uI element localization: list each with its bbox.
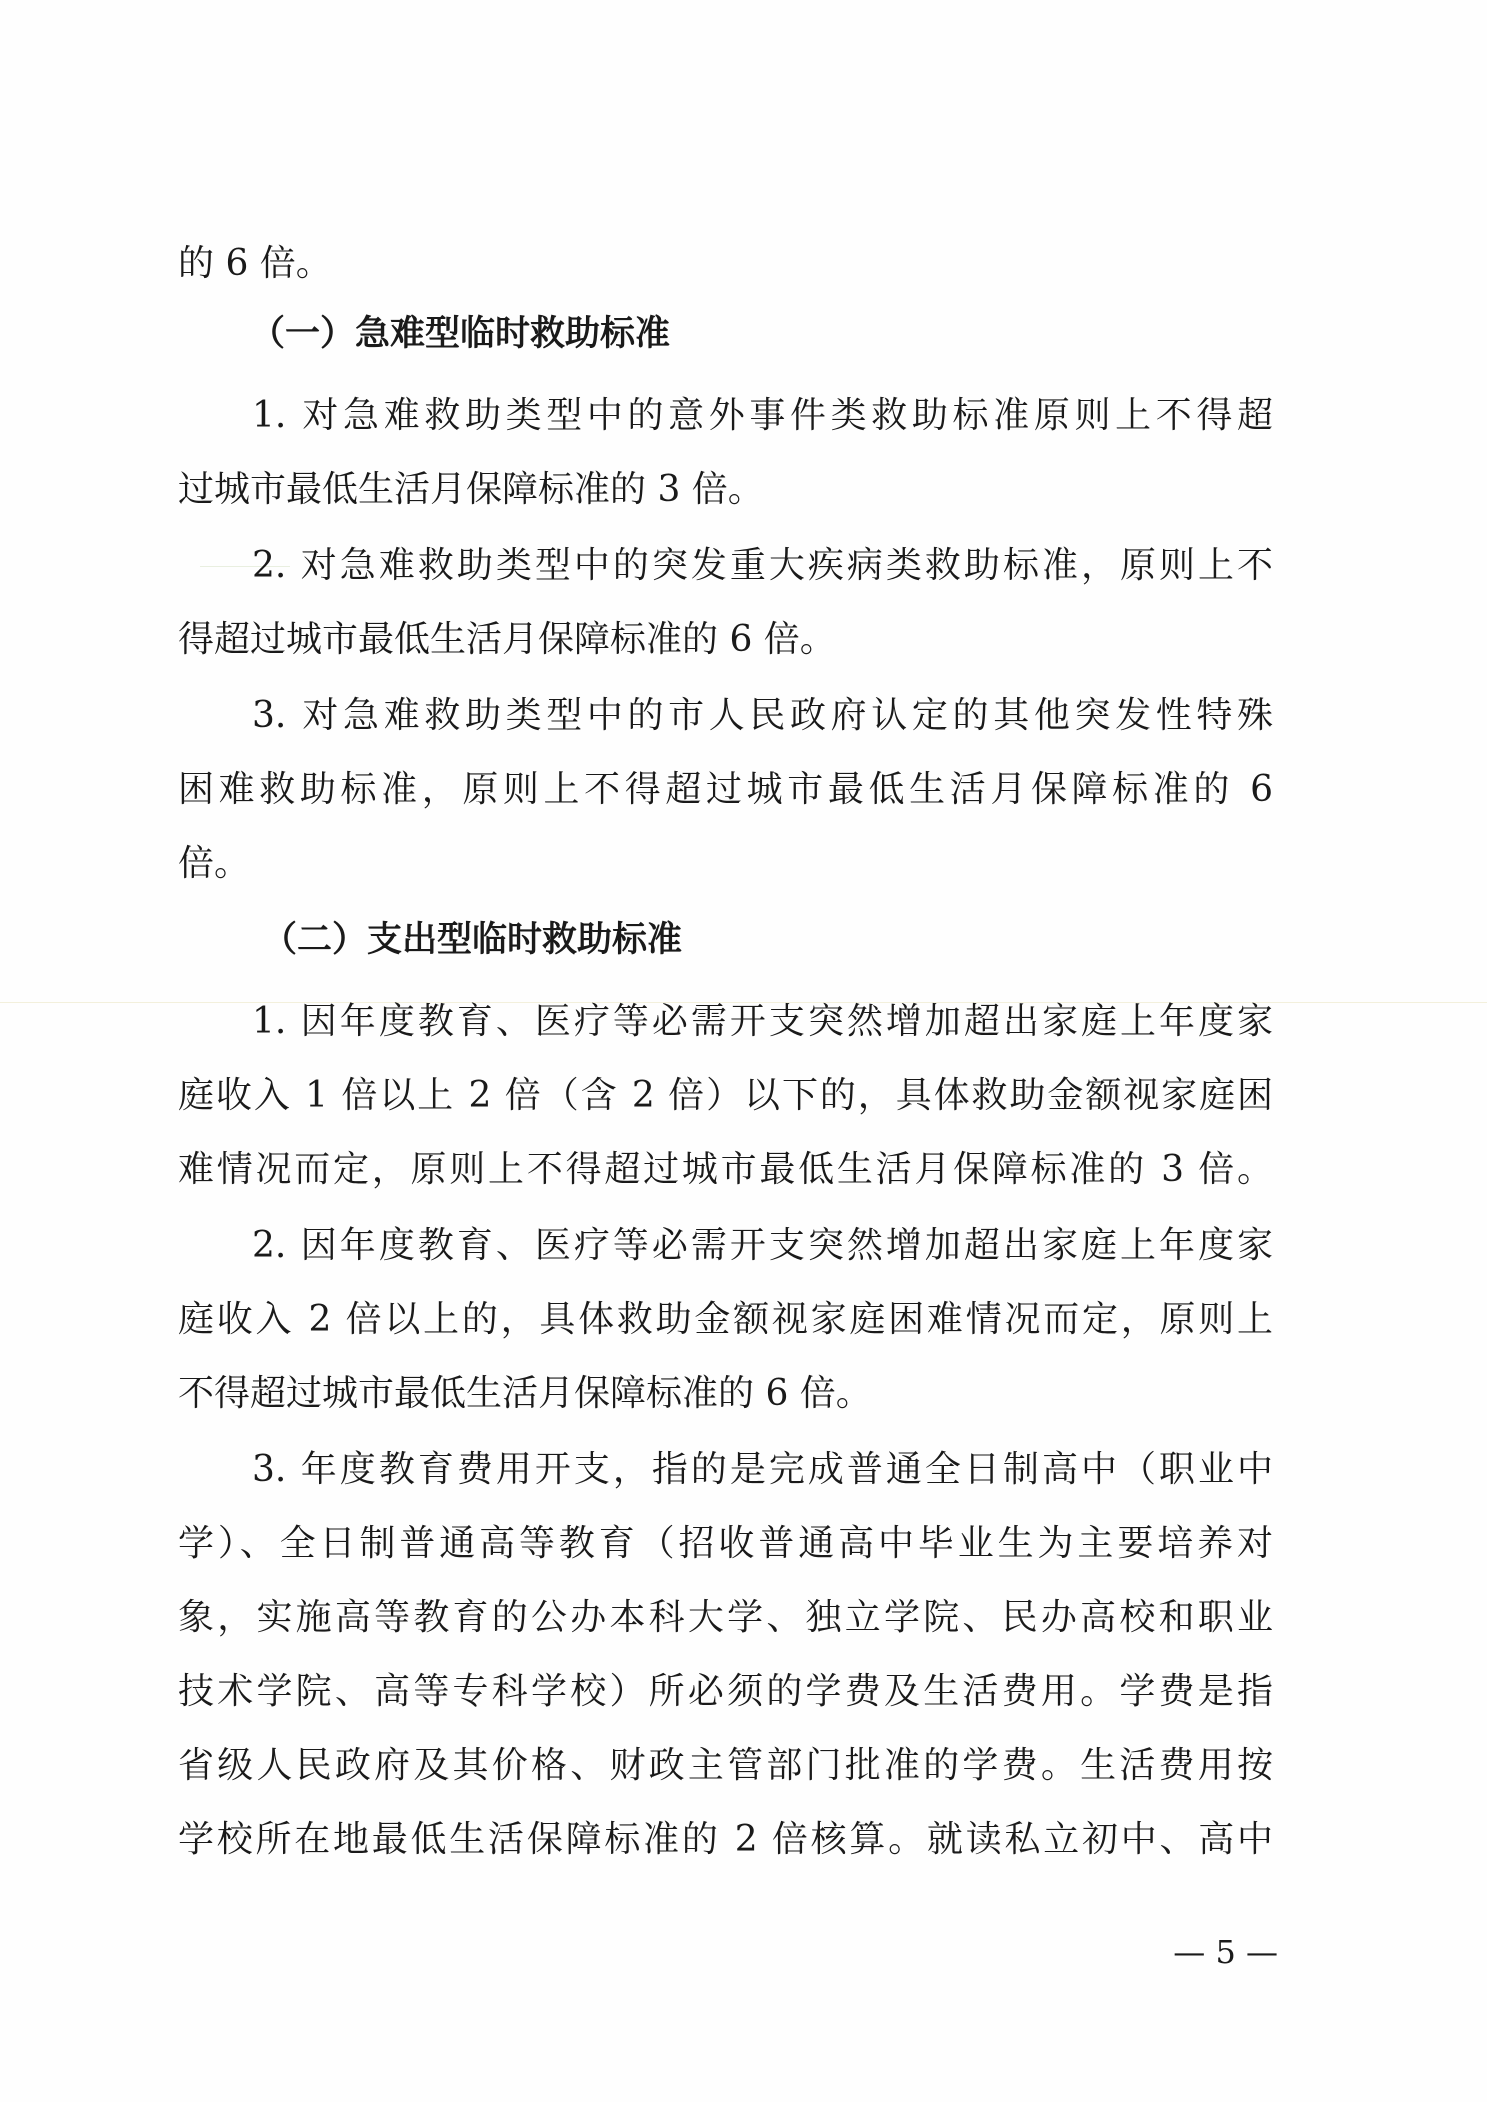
paragraph-line: 学校所在地最低生活保障标准的 2 倍核算。就读私立初中、高中: [178, 1819, 1273, 1860]
paragraph-line: 1. 因年度教育、医疗等必需开支突然增加超出家庭上年度家: [252, 1001, 1273, 1042]
paragraph-line: 的 6 倍。: [178, 243, 332, 284]
paragraph-line: 技术学院、高等专科学校）所必须的学费及生活费用。学费是指: [178, 1671, 1273, 1712]
paragraph-line: 庭收入 2 倍以上的，具体救助金额视家庭困难情况而定，原则上: [178, 1299, 1273, 1340]
paragraph-line: 象，实施高等教育的公办本科大学、独立学院、民办高校和职业: [178, 1597, 1273, 1638]
section-heading: （二）支出型临时救助标准: [262, 920, 683, 960]
page-number: — 5 —: [1173, 1933, 1278, 1971]
section-heading: （一）急难型临时救助标准: [250, 314, 671, 354]
paragraph-line: 3. 对急难救助类型中的市人民政府认定的其他突发性特殊: [252, 695, 1273, 736]
paragraph-line: 倍。: [178, 843, 251, 884]
paragraph-line: 2. 因年度教育、医疗等必需开支突然增加超出家庭上年度家: [252, 1225, 1273, 1266]
paragraph-line: 3. 年度教育费用开支，指的是完成普通全日制高中（职业中: [252, 1449, 1273, 1490]
paragraph-line: 省级人民政府及其价格、财政主管部门批准的学费。生活费用按: [178, 1745, 1273, 1786]
paragraph-line: 过城市最低生活月保障标准的 3 倍。: [178, 469, 764, 510]
paragraph-line: 困难救助标准，原则上不得超过城市最低生活月保障标准的 6: [178, 769, 1273, 810]
paragraph-line: 得超过城市最低生活月保障标准的 6 倍。: [178, 619, 836, 660]
paragraph-line: 庭收入 1 倍以上 2 倍（含 2 倍）以下的，具体救助金额视家庭困: [178, 1075, 1273, 1116]
paragraph-line: 难情况而定，原则上不得超过城市最低生活月保障标准的 3 倍。: [178, 1149, 1273, 1190]
paragraph-line: 学）、全日制普通高等教育（招收普通高中毕业生为主要培养对: [178, 1523, 1273, 1564]
paragraph-line: 2. 对急难救助类型中的突发重大疾病类救助标准，原则上不: [252, 545, 1273, 586]
paragraph-line: 1. 对急难救助类型中的意外事件类救助标准原则上不得超: [252, 395, 1273, 436]
paragraph-line: 不得超过城市最低生活月保障标准的 6 倍。: [178, 1373, 872, 1414]
